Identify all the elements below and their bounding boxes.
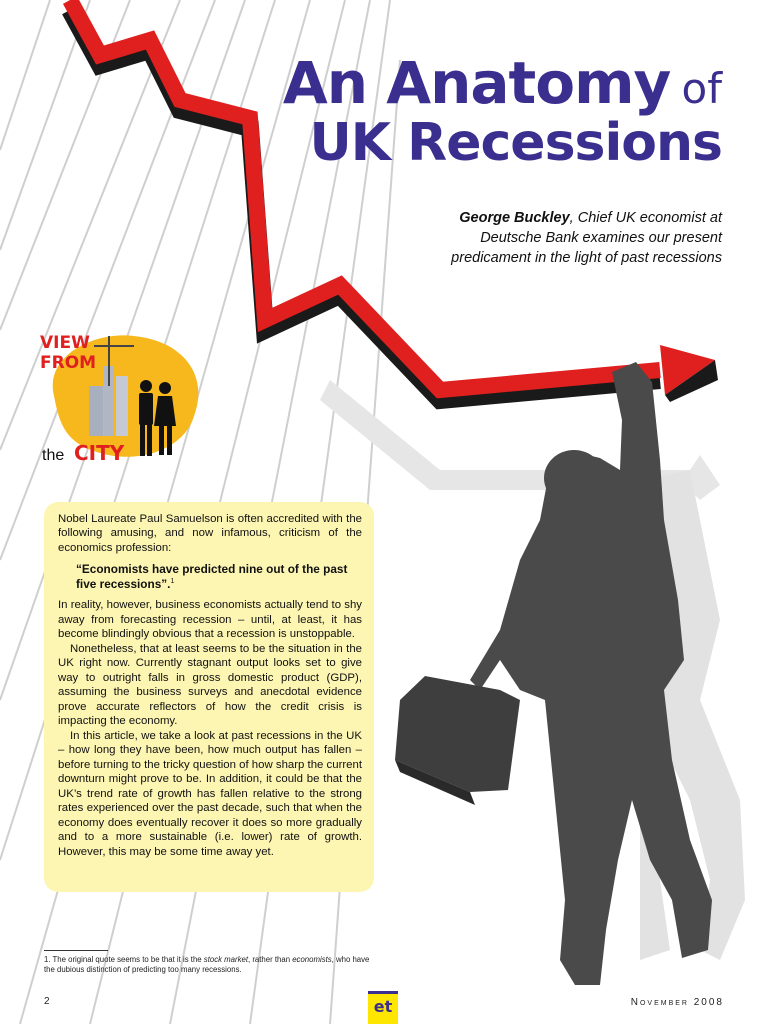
badge-city: CITY [74, 441, 125, 465]
businessman-silhouette [395, 362, 712, 985]
page-number: 2 [44, 996, 50, 1007]
et-logo: et [368, 991, 398, 1024]
view-from-the-city-badge [34, 326, 204, 466]
paragraph-1: In reality, however, business economists actually tend to shy away from forecasting recession – until, at least, it has become blindingly obvious that a recession is unstoppable. [58, 599, 362, 641]
paragraph-2: Nonetheless, that at least seems to be the situation in the UK right now. Currently stagnant output looks set to give way to outright falls in gross domestic product (GDP), assuming the business surveys and anecdotal evidence prove accurate reflectors of how the credit crisis is impacting the economy. [58, 642, 362, 728]
footnote-em1: stock market [203, 955, 248, 964]
footnote-part2: , rather than [248, 955, 293, 964]
paragraph-3: In this article, we take a look at past recessions in the UK – how long they have been, how much output has fallen – before turning to the tricky question of how sharp the current downturn might prove to be. In addition, it could be that the UK’s trend rate of growth has fallen relative to the strong rates experienced over the past decade, such that when the economy does eventually recover it does so more gradually and to a more sustainable (i.e. lower) rate of growth. However, this may be some time away yet. [58, 729, 362, 858]
quote-text: “Economists have predicted nine out of the past five recessions”. [76, 562, 348, 592]
footnote-em2: economists [292, 955, 332, 964]
badge-the: the [42, 447, 65, 464]
badge-line2: FROM [40, 353, 97, 373]
footnote-divider [44, 950, 108, 951]
article-title [262, 49, 722, 173]
article-body [44, 502, 374, 892]
author-name: George Buckley [459, 210, 570, 226]
intro-paragraph: Nobel Laureate Paul Samuelson is often accredited with the following amusing, and now infamous, criticism of the economics profession: [58, 513, 362, 554]
badge-line1: VIEW [40, 333, 90, 353]
footnote-part3: , who have the dubious distinction of predicting too many recessions. [44, 955, 370, 975]
footnote [44, 955, 374, 975]
title-line2: UK Recessions [309, 112, 722, 173]
title-main: An Anatomy [282, 49, 671, 117]
author-description: , Chief UK economist at Deutsche Bank examines our present predicament in the light of past recessions [451, 210, 722, 266]
byline [412, 208, 722, 268]
samuelson-quote [76, 562, 362, 592]
title-of: of [681, 64, 722, 113]
footnote-part1: 1. The original quote seems to be that it is the [44, 955, 204, 964]
quote-footnote-ref: 1 [170, 578, 175, 586]
issue-date: November 2008 [630, 997, 724, 1008]
